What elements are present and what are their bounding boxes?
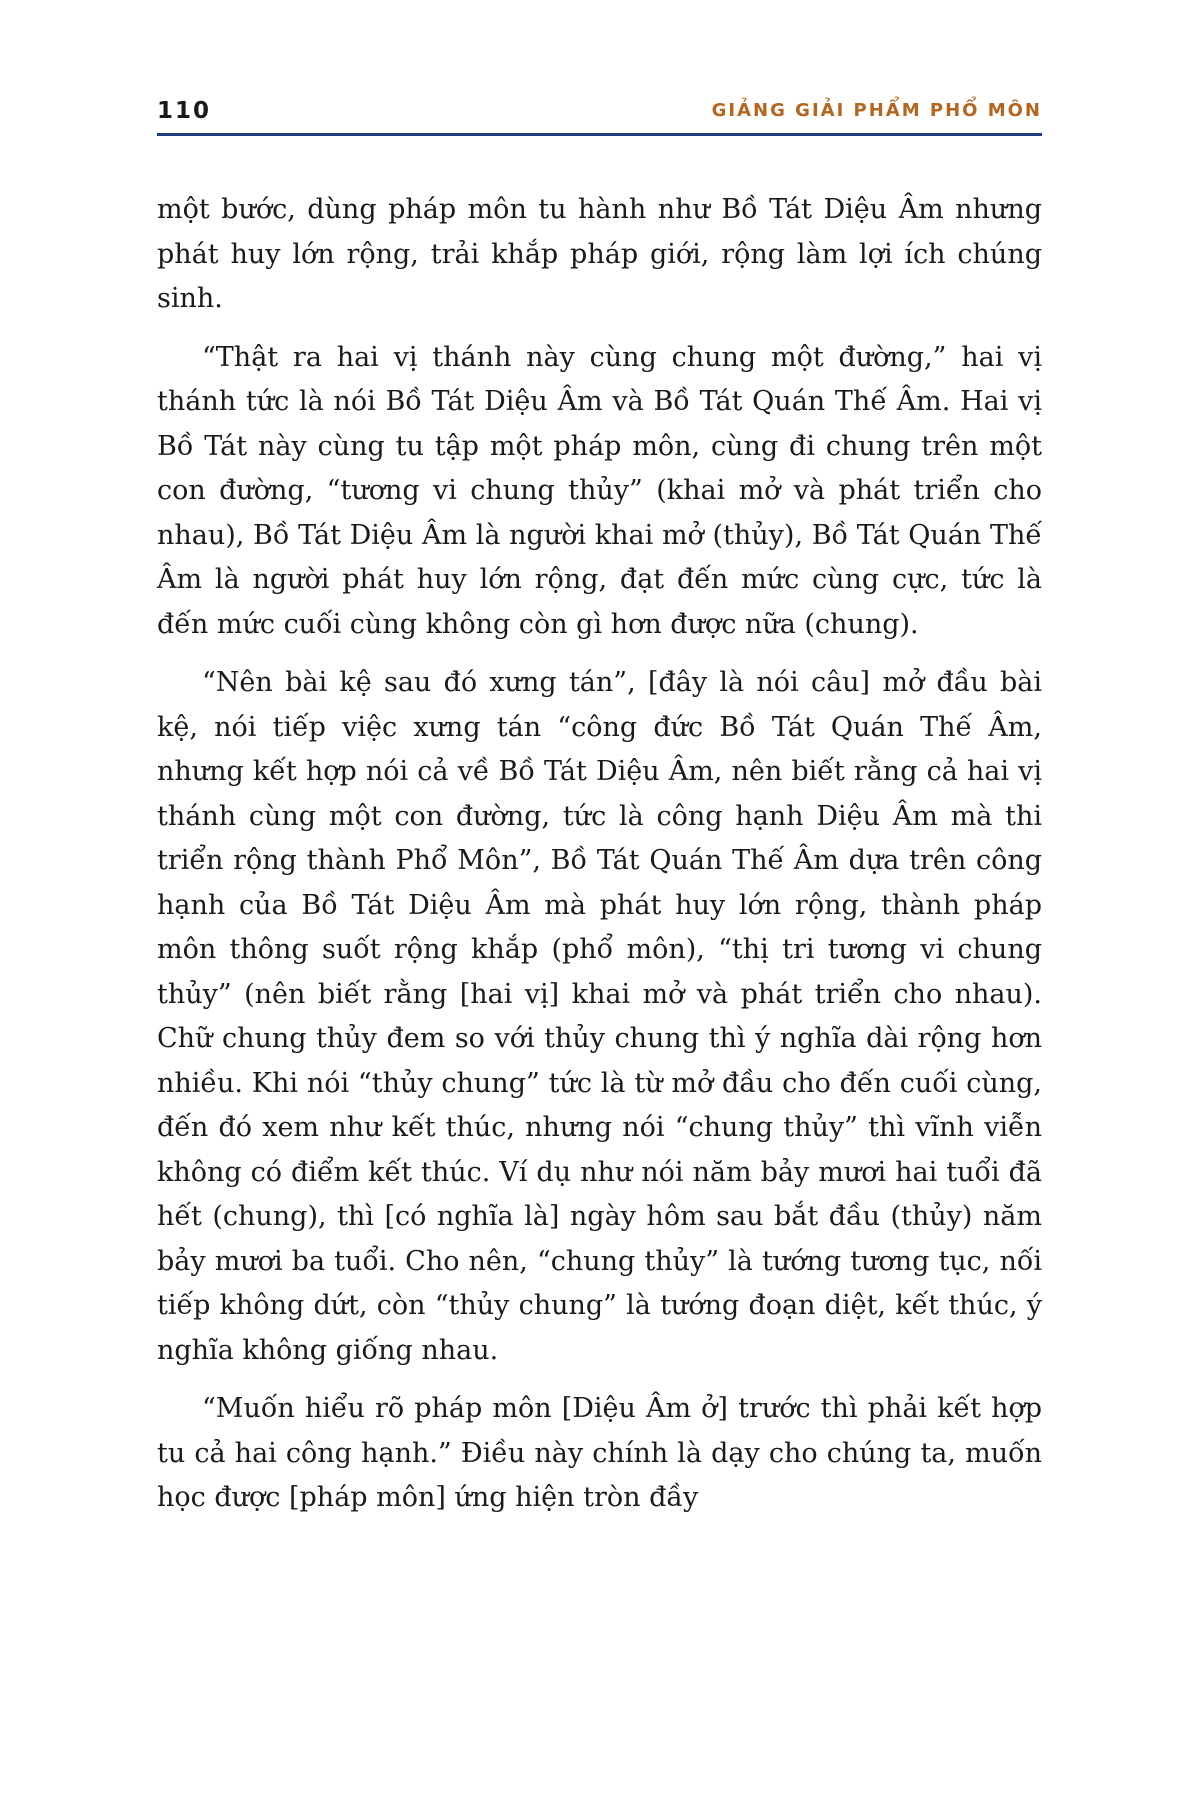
body-text (157, 188, 1042, 1535)
paragraph: “Muốn hiểu rõ pháp môn [Diệu Âm ở] trước thì phải kết hợp tu cả hai công hạnh.” Điều này chính là dạy cho chúng ta, muốn học được [pháp môn] ứng hiện tròn đầy (157, 1393, 1042, 1513)
page-header (157, 94, 1042, 134)
running-title: GIẢNG GIẢI PHẨM PHỔ MÔN (711, 100, 1042, 121)
paragraph: “Thật ra hai vị thánh này cùng chung một đường,” hai vị thánh tức là nói Bồ Tát Diệu Âm và Bồ Tát Quán Thế Âm. Hai vị Bồ Tát này cùng tu tập một pháp môn, cùng đi chung trên một con đường, “tương vi chung thủy” (khai mở và phát triển cho nhau), Bồ Tát Diệu Âm là người khai mở (thủy), Bồ Tát Quán Thế Âm là người phát huy lớn rộng, đạt đến mức cùng cực, tức là đến mức cuối cùng không còn gì hơn được nữa (chung). (157, 341, 1042, 640)
paragraph: một bước, dùng pháp môn tu hành như Bồ Tát Diệu Âm nhưng phát huy lớn rộng, trải khắp pháp giới, rộng làm lợi ích chúng sinh. (157, 194, 1042, 314)
paragraph: “Nên bài kệ sau đó xưng tán”, [đây là nói câu] mở đầu bài kệ, nói tiếp việc xưng tán “công đức Bồ Tát Quán Thế Âm, nhưng kết hợp nói cả về Bồ Tát Diệu Âm, nên biết rằng cả hai vị thánh cùng một con đường, tức là công hạnh Diệu Âm mà thi triển rộng thành Phổ Môn”, Bồ Tát Quán Thế Âm dựa trên công hạnh của Bồ Tát Diệu Âm mà phát huy lớn rộng, thành pháp môn thông suốt rộng khắp (phổ môn), “thị tri tương vi chung thủy” (nên biết rằng [hai vị] khai mở và phát triển cho nhau). Chữ chung thủy đem so với thủy chung thì ý nghĩa dài rộng hơn nhiều. Khi nói “thủy chung” tức là từ mở đầu cho đến cuối cùng, đến đó xem như kết thúc, nhưng nói “chung thủy” thì vĩnh viễn không có điểm kết thúc. Ví dụ như nói năm bảy mươi hai tuổi đã hết (chung), thì [có nghĩa là] ngày hôm sau bắt đầu (thủy) năm bảy mươi ba tuổi. Cho nên, “chung thủy” là tướng tương tục, nối tiếp không dứt, còn “thủy chung” là tướng đoạn diệt, kết thúc, ý nghĩa không giống nhau. (157, 667, 1042, 1366)
page-number: 110 (157, 98, 212, 124)
header-divider (157, 133, 1042, 136)
